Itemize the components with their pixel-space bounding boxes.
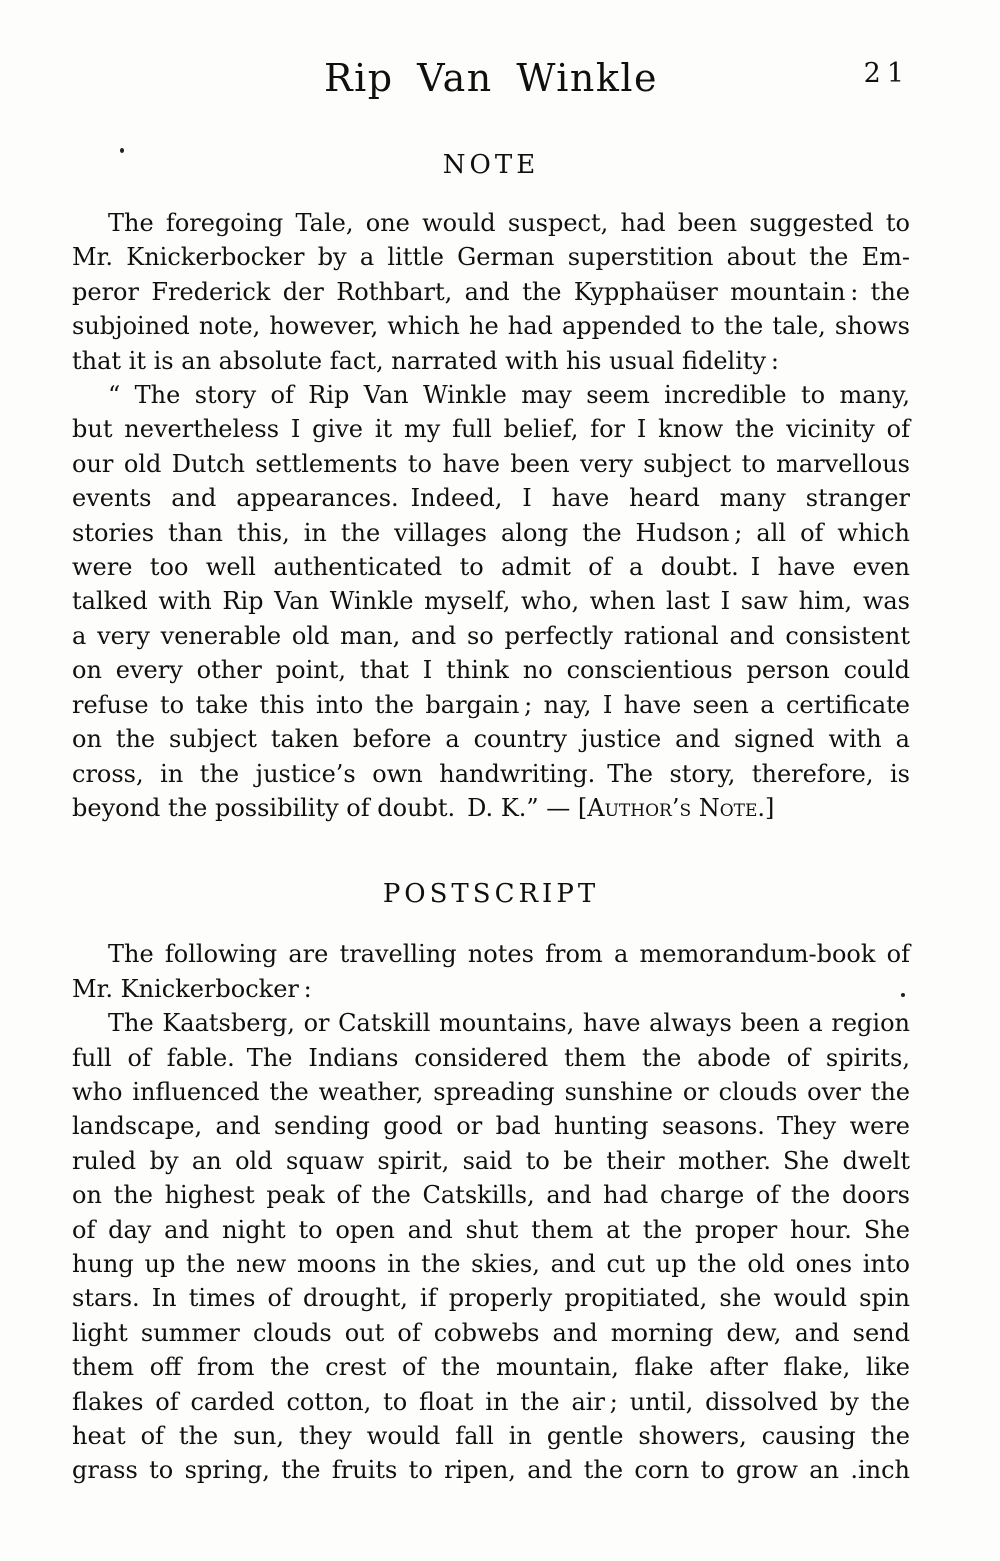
scan-artifact-dot [120, 148, 124, 153]
note-heading: NOTE [442, 150, 540, 180]
text-line: light summer clouds out of cobwebs and morning dew, and send [72, 1318, 910, 1347]
running-head [72, 0, 910, 102]
text-line: The foregoing Tale, one would suspect, had been suggested to [108, 209, 910, 237]
note-section [72, 206, 910, 825]
paragraph [72, 206, 910, 378]
text-line: on every other point, that I think no conscientious person could [72, 656, 910, 685]
running-title: Rip Van Winkle [323, 56, 658, 100]
text-line: grass to spring, the fruits to ripen, and the corn to grow an .inch [72, 1456, 910, 1485]
text-line: on the subject taken before a country justice and signed with a [72, 725, 910, 754]
text-line: cross, in the justice’s own handwriting. The story, therefore, is [72, 759, 910, 788]
text-line: a very venerable old man, and so perfectly rational and consistent [72, 621, 910, 650]
text-line: The Kaatsberg, or Catskill mountains, have always been a region [108, 1009, 910, 1038]
text-line: stories than this, in the villages along the Hudson ; all of which [72, 518, 910, 547]
text-line: heat of the sun, they would fall in gentle showers, causing the [72, 1422, 910, 1450]
text-line: of day and night to open and shut them at the proper hour. She [72, 1215, 910, 1244]
page-number: 21 [863, 58, 910, 89]
text-line: that it is an absolute fact, narrated with his usual fidelity : [72, 346, 779, 375]
text-line: who influenced the weather, spreading sunshine or clouds over the [72, 1077, 910, 1106]
text-line: ruled by an old squaw spirit, said to be their mother. She dwelt [72, 1146, 910, 1175]
paragraph [72, 937, 910, 1006]
text-run: beyond the possibility of doubt. D. K.” — [ [72, 793, 588, 822]
postscript-heading: POSTSCRIPT [382, 879, 600, 910]
text-line: on the highest peak of the Catskills, and had charge of the doors [72, 1181, 910, 1210]
paragraph-lines [72, 378, 910, 791]
text-line: but nevertheless I give it my full belief, for I know the vicinity of [72, 415, 910, 444]
paragraph [72, 1006, 910, 1488]
text-line: Mr. Knickerbocker : [72, 974, 312, 1003]
text-line: hung up the new moons in the skies, and cut up the old ones into [72, 1249, 910, 1278]
text-line: peror Frederick der Rothbart, and the Kypphaüser mountain : the [72, 277, 910, 306]
text-line: events and appearances. Indeed, I have heard many stranger [72, 484, 910, 513]
text-line: them off from the crest of the mountain, flake after flake, like [72, 1353, 910, 1382]
text-run: ] [765, 793, 775, 822]
text-line: talked with Rip Van Winkle myself, who, when last I saw him, was [72, 587, 910, 616]
postscript-section [72, 937, 910, 1488]
scan-artifact-dot [901, 993, 905, 997]
text-line: “ The story of Rip Van Winkle may seem incredible to many, [108, 381, 910, 410]
text-line: Mr. Knickerbocker by a little German superstition about the Em- [72, 243, 910, 272]
text-line: subjoined note, however, which he had appended to the tale, shows [72, 312, 910, 341]
text-line: our old Dutch settlements to have been very subject to marvellous [72, 449, 910, 478]
paragraph [72, 378, 910, 825]
text-line: landscape, and sending good or bad hunting seasons. They were [72, 1112, 910, 1141]
text-line: stars. In times of drought, if properly propitiated, she would spin [72, 1284, 910, 1313]
authors-note-smallcaps: Author’s Note. [587, 793, 766, 822]
text-line: The following are travelling notes from a memorandum-book of [108, 940, 910, 969]
text-line [72, 791, 910, 825]
text-line: were too well authenticated to admit of a doubt. I have even [72, 553, 910, 582]
text-line: flakes of carded cotton, to float in the air ; until, dissolved by the [72, 1387, 910, 1416]
text-line: full of fable. The Indians considered them the abode of spirits, [72, 1043, 910, 1072]
text-line: refuse to take this into the bargain ; nay, I have seen a certificate [72, 690, 910, 719]
